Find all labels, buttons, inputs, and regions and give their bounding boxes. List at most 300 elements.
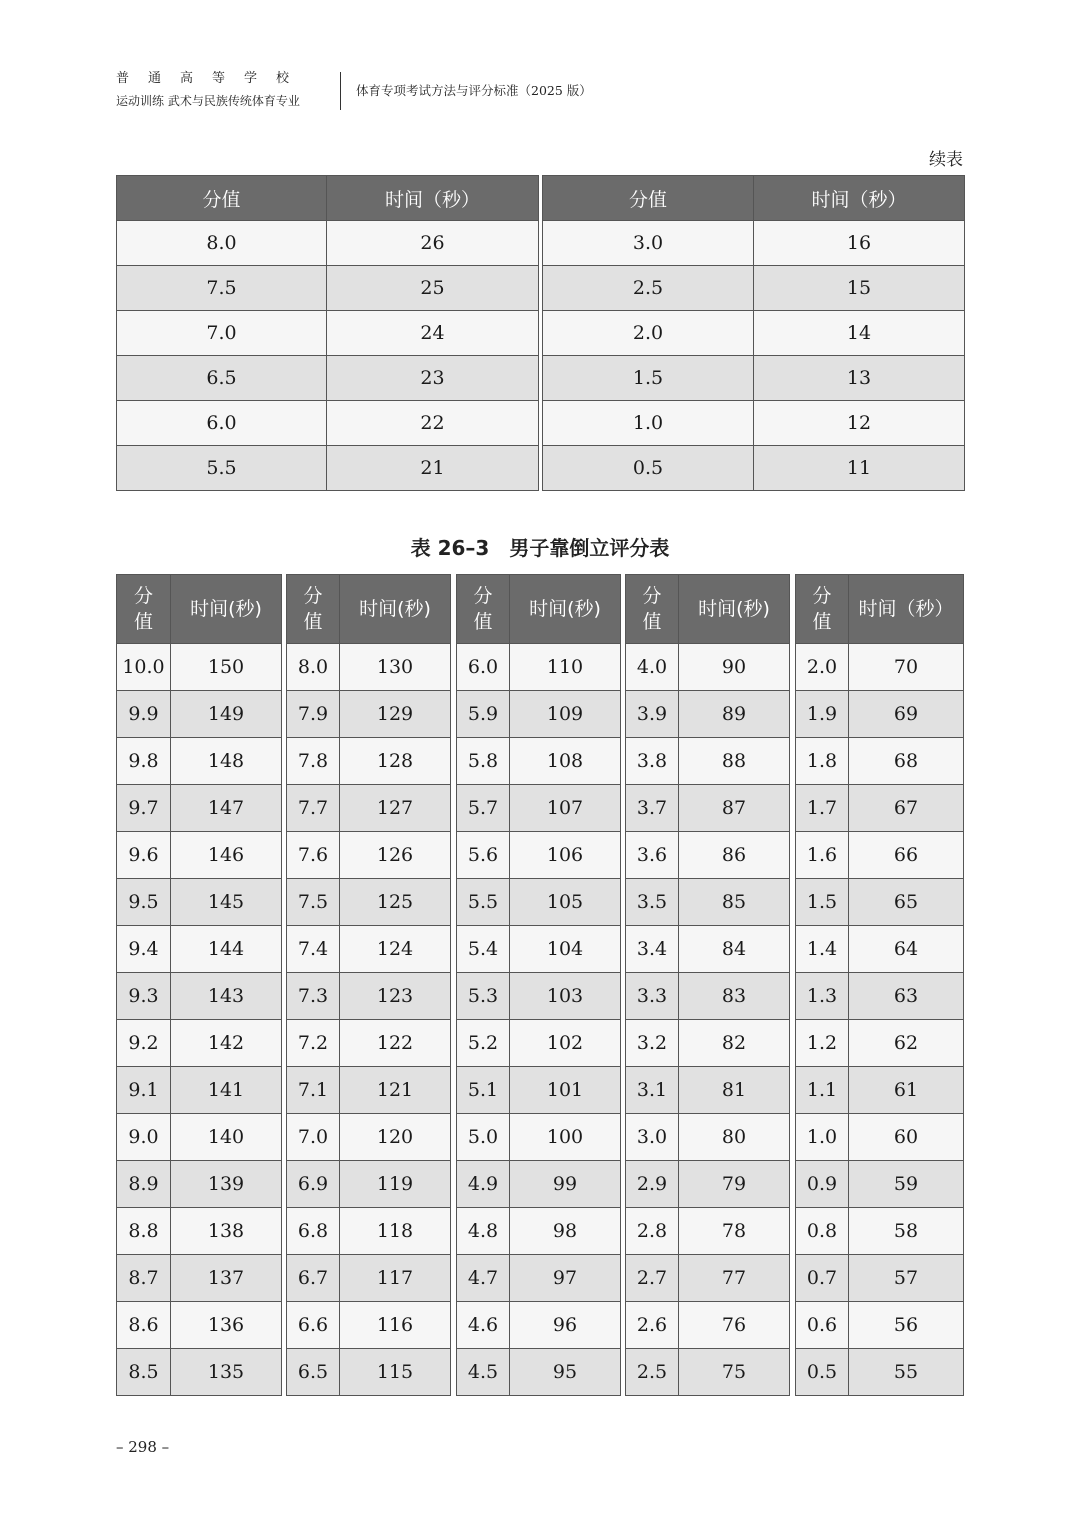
time-cell: 130: [340, 644, 451, 691]
score-cell: 3.0: [543, 221, 754, 266]
header-left: [116, 70, 330, 110]
time-cell: 118: [340, 1208, 451, 1255]
time-cell: 136: [171, 1302, 282, 1349]
column-header-score-char: 值: [133, 611, 153, 633]
time-cell: 68: [849, 738, 964, 785]
table-row: [543, 446, 965, 491]
column-header-time: 时间(秒): [340, 575, 451, 644]
score-cell: 5.0: [457, 1114, 510, 1161]
time-cell: 147: [171, 785, 282, 832]
score-cell: 6.8: [287, 1208, 340, 1255]
time-cell: 88: [679, 738, 790, 785]
table-row: [457, 1114, 621, 1161]
table-row: [457, 1255, 621, 1302]
time-cell: 139: [171, 1161, 282, 1208]
time-cell: 128: [340, 738, 451, 785]
time-cell: 67: [849, 785, 964, 832]
column-header-time: 时间（秒）: [754, 176, 965, 221]
time-cell: 137: [171, 1255, 282, 1302]
score-cell: 4.6: [457, 1302, 510, 1349]
score-cell: 1.4: [796, 926, 849, 973]
table-row: [457, 832, 621, 879]
time-cell: 82: [679, 1020, 790, 1067]
table-row: [287, 926, 451, 973]
time-cell: 146: [171, 832, 282, 879]
time-cell: 83: [679, 973, 790, 1020]
table-row: [543, 356, 965, 401]
time-cell: 143: [171, 973, 282, 1020]
table-row: [543, 266, 965, 311]
time-cell: 129: [340, 691, 451, 738]
time-cell: 141: [171, 1067, 282, 1114]
time-cell: 59: [849, 1161, 964, 1208]
table-row: [626, 879, 790, 926]
time-cell: 66: [849, 832, 964, 879]
score-cell: 6.5: [287, 1349, 340, 1396]
score-cell: 4.0: [626, 644, 679, 691]
table-row: [457, 1349, 621, 1396]
table-row: [626, 1067, 790, 1114]
time-cell: 87: [679, 785, 790, 832]
score-cell: 0.5: [543, 446, 754, 491]
score-cell: 3.6: [626, 832, 679, 879]
table-row: [117, 926, 282, 973]
score-cell: 1.2: [796, 1020, 849, 1067]
score-cell: 9.1: [117, 1067, 171, 1114]
score-cell: 3.9: [626, 691, 679, 738]
table-body: [543, 221, 965, 491]
time-cell: 89: [679, 691, 790, 738]
score-cell: 5.2: [457, 1020, 510, 1067]
score-cell: 7.8: [287, 738, 340, 785]
table-row: [626, 1114, 790, 1161]
table-row: [626, 832, 790, 879]
time-cell: 138: [171, 1208, 282, 1255]
page-header: [116, 70, 976, 120]
column-header-score-char: 值: [642, 611, 662, 633]
score-cell: 1.9: [796, 691, 849, 738]
table-row: [796, 785, 964, 832]
time-cell: 65: [849, 879, 964, 926]
table-row: [796, 738, 964, 785]
table-row: [626, 1161, 790, 1208]
score-cell: 8.9: [117, 1161, 171, 1208]
column-header-time: 时间(秒): [510, 575, 621, 644]
time-cell: 105: [510, 879, 621, 926]
score-cell: 3.5: [626, 879, 679, 926]
time-cell: 23: [327, 356, 539, 401]
score-cell: 2.8: [626, 1208, 679, 1255]
table-row: [543, 311, 965, 356]
column-header-time: 时间(秒): [171, 575, 282, 644]
table-row: [287, 1255, 451, 1302]
time-cell: 60: [849, 1114, 964, 1161]
table-row: [457, 879, 621, 926]
table-row: [287, 1302, 451, 1349]
score-cell: 3.7: [626, 785, 679, 832]
score-cell: 2.5: [543, 266, 754, 311]
table-row: [117, 1161, 282, 1208]
table-row: [457, 738, 621, 785]
score-cell: 6.9: [287, 1161, 340, 1208]
score-cell: 7.0: [287, 1114, 340, 1161]
time-cell: 61: [849, 1067, 964, 1114]
score-cell: 0.8: [796, 1208, 849, 1255]
table-row: [626, 644, 790, 691]
score-cell: 6.0: [117, 401, 327, 446]
continued-table-right: [542, 175, 965, 491]
continued-table-label: 续表: [929, 150, 963, 170]
table-body: [626, 644, 790, 1396]
table-row: [457, 973, 621, 1020]
table-row: [796, 1255, 964, 1302]
time-cell: 99: [510, 1161, 621, 1208]
score-cell: 4.5: [457, 1349, 510, 1396]
score-cell: 2.6: [626, 1302, 679, 1349]
score-cell: 5.6: [457, 832, 510, 879]
table-row: [626, 1208, 790, 1255]
score-cell: 9.8: [117, 738, 171, 785]
time-cell: 57: [849, 1255, 964, 1302]
table-row: [117, 879, 282, 926]
column-header-time: 时间（秒）: [849, 575, 964, 644]
score-cell: 2.5: [626, 1349, 679, 1396]
score-cell: 5.5: [117, 446, 327, 491]
time-cell: 117: [340, 1255, 451, 1302]
score-cell: 9.4: [117, 926, 171, 973]
column-header-score-char: 分: [812, 585, 832, 607]
table-row: [626, 1020, 790, 1067]
table-row: [626, 738, 790, 785]
time-cell: 80: [679, 1114, 790, 1161]
score-cell: 7.1: [287, 1067, 340, 1114]
table-body: [457, 644, 621, 1396]
table-row: [457, 1020, 621, 1067]
time-cell: 12: [754, 401, 965, 446]
column-header-time: 时间（秒）: [327, 176, 539, 221]
time-cell: 95: [510, 1349, 621, 1396]
column-header-score-char: 分: [303, 585, 323, 607]
column-header-score-char: 分: [473, 585, 493, 607]
time-cell: 11: [754, 446, 965, 491]
time-cell: 64: [849, 926, 964, 973]
table-row: [457, 785, 621, 832]
time-cell: 144: [171, 926, 282, 973]
table-header-row: [543, 176, 965, 221]
table-row: [457, 926, 621, 973]
score-cell: 2.0: [543, 311, 754, 356]
table-row: [796, 1020, 964, 1067]
table-row: [796, 1349, 964, 1396]
table-row: [457, 644, 621, 691]
time-cell: 97: [510, 1255, 621, 1302]
time-cell: 62: [849, 1020, 964, 1067]
table-row: [287, 1349, 451, 1396]
score-cell: 4.9: [457, 1161, 510, 1208]
time-cell: 58: [849, 1208, 964, 1255]
time-cell: 56: [849, 1302, 964, 1349]
table-row: [117, 738, 282, 785]
table-row: [796, 644, 964, 691]
table-row: [287, 785, 451, 832]
table-row: [117, 1114, 282, 1161]
score-cell: 7.5: [287, 879, 340, 926]
score-cell: 7.6: [287, 832, 340, 879]
time-cell: 96: [510, 1302, 621, 1349]
score-cell: 8.6: [117, 1302, 171, 1349]
column-header-score: 分值: [543, 176, 754, 221]
time-cell: 142: [171, 1020, 282, 1067]
time-cell: 100: [510, 1114, 621, 1161]
header-book-title: 体育专项考试方法与评分标准（2025 版）: [356, 83, 592, 98]
score-cell: 0.7: [796, 1255, 849, 1302]
scoring-block-5: [795, 574, 964, 1396]
column-header-score-char: 分: [642, 585, 662, 607]
time-cell: 16: [754, 221, 965, 266]
table-row: [117, 973, 282, 1020]
time-cell: 110: [510, 644, 621, 691]
table-row: [457, 1067, 621, 1114]
table-row: [117, 644, 282, 691]
score-cell: 6.6: [287, 1302, 340, 1349]
table-row: [796, 1161, 964, 1208]
score-cell: 3.4: [626, 926, 679, 973]
table-row: [117, 1067, 282, 1114]
time-cell: 122: [340, 1020, 451, 1067]
table-row: [626, 1255, 790, 1302]
score-cell: 2.0: [796, 644, 849, 691]
table-header-row: [796, 575, 964, 644]
score-cell: 7.9: [287, 691, 340, 738]
score-cell: 2.9: [626, 1161, 679, 1208]
time-cell: 101: [510, 1067, 621, 1114]
table-row: [457, 1161, 621, 1208]
table-body: [117, 221, 539, 491]
table-body: [796, 644, 964, 1396]
table-row: [796, 832, 964, 879]
time-cell: 135: [171, 1349, 282, 1396]
score-cell: 4.8: [457, 1208, 510, 1255]
table-row: [796, 1114, 964, 1161]
score-cell: 6.7: [287, 1255, 340, 1302]
scoring-block-1: [116, 574, 282, 1396]
table-row: [457, 691, 621, 738]
table-row: [796, 1208, 964, 1255]
table-row: [626, 973, 790, 1020]
time-cell: 90: [679, 644, 790, 691]
time-cell: 69: [849, 691, 964, 738]
continued-table-left: [116, 175, 539, 491]
time-cell: 25: [327, 266, 539, 311]
table-row: [796, 879, 964, 926]
table-header-row: [117, 176, 539, 221]
score-cell: 5.4: [457, 926, 510, 973]
score-cell: 1.0: [543, 401, 754, 446]
scoring-block-3: [456, 574, 621, 1396]
score-cell: 3.1: [626, 1067, 679, 1114]
table-row: [543, 401, 965, 446]
table-row: [457, 1208, 621, 1255]
table-header-row: [117, 575, 282, 644]
table-header-row: [287, 575, 451, 644]
table-row: [796, 973, 964, 1020]
time-cell: 127: [340, 785, 451, 832]
score-cell: 5.5: [457, 879, 510, 926]
table-row: [287, 691, 451, 738]
table-row: [117, 401, 539, 446]
score-cell: 3.8: [626, 738, 679, 785]
time-cell: 103: [510, 973, 621, 1020]
table-row: [796, 1067, 964, 1114]
time-cell: 106: [510, 832, 621, 879]
time-cell: 119: [340, 1161, 451, 1208]
table-row: [287, 1067, 451, 1114]
table-row: [117, 785, 282, 832]
score-cell: 7.0: [117, 311, 327, 356]
score-cell: 1.8: [796, 738, 849, 785]
time-cell: 79: [679, 1161, 790, 1208]
score-cell: 7.2: [287, 1020, 340, 1067]
time-cell: 98: [510, 1208, 621, 1255]
header-major: 运动训练 武术与民族传统体育专业: [116, 94, 300, 108]
column-header-score-char: 值: [303, 611, 323, 633]
table-row: [287, 1114, 451, 1161]
score-cell: 5.7: [457, 785, 510, 832]
header-school: 普通高等学校: [116, 71, 309, 86]
table-row: [287, 644, 451, 691]
table-row: [796, 1302, 964, 1349]
time-cell: 120: [340, 1114, 451, 1161]
table-row: [117, 356, 539, 401]
table-row: [287, 1161, 451, 1208]
header-divider: [340, 72, 341, 110]
table-row: [117, 1020, 282, 1067]
table-row: [626, 691, 790, 738]
table-row: [626, 926, 790, 973]
table-row: [117, 832, 282, 879]
time-cell: 63: [849, 973, 964, 1020]
table-row: [117, 221, 539, 266]
table-row: [117, 1208, 282, 1255]
score-cell: 9.6: [117, 832, 171, 879]
time-cell: 75: [679, 1349, 790, 1396]
scoring-block-4: [625, 574, 790, 1396]
time-cell: 85: [679, 879, 790, 926]
score-cell: 3.3: [626, 973, 679, 1020]
time-cell: 13: [754, 356, 965, 401]
table-body: [117, 644, 282, 1396]
time-cell: 14: [754, 311, 965, 356]
time-cell: 55: [849, 1349, 964, 1396]
table-row: [287, 973, 451, 1020]
score-cell: 9.3: [117, 973, 171, 1020]
score-cell: 0.5: [796, 1349, 849, 1396]
score-cell: 5.9: [457, 691, 510, 738]
time-cell: 150: [171, 644, 282, 691]
table-header-row: [626, 575, 790, 644]
time-cell: 124: [340, 926, 451, 973]
time-cell: 86: [679, 832, 790, 879]
table-row: [457, 1302, 621, 1349]
score-cell: 7.3: [287, 973, 340, 1020]
time-cell: 78: [679, 1208, 790, 1255]
table-row: [626, 785, 790, 832]
score-cell: 7.5: [117, 266, 327, 311]
column-header-score: [117, 575, 171, 644]
time-cell: 140: [171, 1114, 282, 1161]
column-header-score: [626, 575, 679, 644]
column-header-score-char: 值: [812, 611, 832, 633]
score-cell: 6.0: [457, 644, 510, 691]
time-cell: 126: [340, 832, 451, 879]
score-cell: 1.6: [796, 832, 849, 879]
time-cell: 77: [679, 1255, 790, 1302]
time-cell: 81: [679, 1067, 790, 1114]
score-cell: 10.0: [117, 644, 171, 691]
column-header-score: 分值: [117, 176, 327, 221]
table-row: [626, 1349, 790, 1396]
time-cell: 84: [679, 926, 790, 973]
score-cell: 7.7: [287, 785, 340, 832]
table-row: [117, 1302, 282, 1349]
time-cell: 149: [171, 691, 282, 738]
column-header-score-char: 分: [133, 585, 153, 607]
score-cell: 9.5: [117, 879, 171, 926]
time-cell: 116: [340, 1302, 451, 1349]
column-header-score: [457, 575, 510, 644]
table-row: [117, 1255, 282, 1302]
time-cell: 115: [340, 1349, 451, 1396]
time-cell: 109: [510, 691, 621, 738]
time-cell: 21: [327, 446, 539, 491]
score-cell: 8.7: [117, 1255, 171, 1302]
table-row: [117, 446, 539, 491]
time-cell: 123: [340, 973, 451, 1020]
score-cell: 0.9: [796, 1161, 849, 1208]
time-cell: 102: [510, 1020, 621, 1067]
score-cell: 8.0: [287, 644, 340, 691]
score-cell: 8.0: [117, 221, 327, 266]
time-cell: 24: [327, 311, 539, 356]
score-cell: 6.5: [117, 356, 327, 401]
time-cell: 104: [510, 926, 621, 973]
table-row: [626, 1302, 790, 1349]
column-header-score: [287, 575, 340, 644]
table-header-row: [457, 575, 621, 644]
score-cell: 4.7: [457, 1255, 510, 1302]
score-cell: 5.3: [457, 973, 510, 1020]
time-cell: 15: [754, 266, 965, 311]
score-cell: 1.7: [796, 785, 849, 832]
score-cell: 9.7: [117, 785, 171, 832]
table-row: [117, 1349, 282, 1396]
column-header-time: 时间(秒): [679, 575, 790, 644]
time-cell: 125: [340, 879, 451, 926]
page-number: – 298 –: [116, 1438, 170, 1456]
score-cell: 9.9: [117, 691, 171, 738]
score-cell: 3.2: [626, 1020, 679, 1067]
time-cell: 145: [171, 879, 282, 926]
table-row: [287, 1208, 451, 1255]
table-row: [796, 691, 964, 738]
score-cell: 0.6: [796, 1302, 849, 1349]
table-title: 表 26–3 男子靠倒立评分表: [410, 536, 670, 560]
score-cell: 1.5: [796, 879, 849, 926]
table-row: [117, 311, 539, 356]
table-row: [117, 691, 282, 738]
time-cell: 107: [510, 785, 621, 832]
table-row: [287, 879, 451, 926]
